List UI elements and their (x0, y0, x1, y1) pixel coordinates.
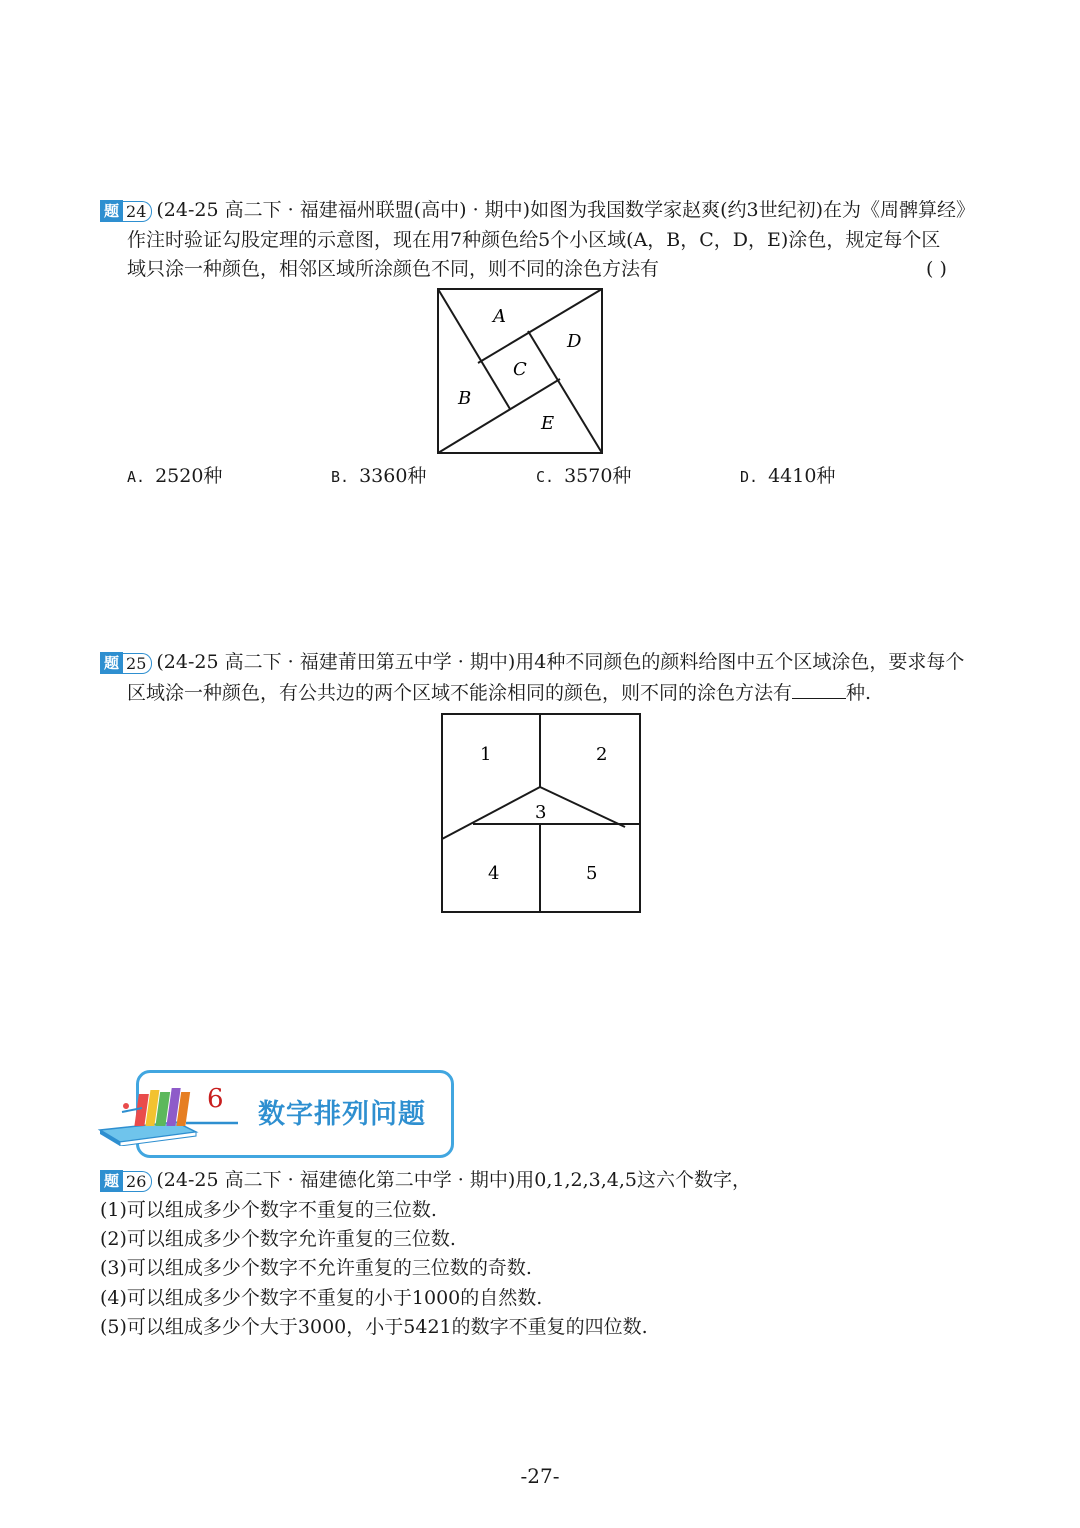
q26-item-5: (5)可以组成多少个大于3000，小于5421的数字不重复的四位数. (100, 1316, 648, 1338)
q24-option-c[interactable]: C. 3570种 (536, 465, 632, 487)
q24-tag: 题 24 (100, 200, 152, 222)
q26-item-4: (4)可以组成多少个数字不重复的小于1000的自然数. (100, 1287, 543, 1309)
books-icon (96, 1086, 206, 1146)
q24-option-b[interactable]: B. 3360种 (331, 465, 427, 487)
page-number: -27- (520, 1464, 560, 1488)
q25-answer-blank[interactable] (792, 678, 846, 699)
q25-region-label-5: 5 (586, 863, 598, 884)
q24-zhao-shuang-figure (436, 287, 604, 455)
q25-tag: 题 25 (100, 652, 152, 674)
q24-region-label-d: D (567, 331, 582, 352)
q25-region-label-2: 2 (596, 744, 608, 765)
q25-region-label-1: 1 (480, 744, 492, 765)
q26-item-3: (3)可以组成多少个数字不允许重复的三位数的奇数. (100, 1257, 532, 1279)
q25-region-label-3: 3 (535, 802, 547, 823)
q26-tag: 题 26 (100, 1170, 152, 1192)
q24-text-line3: 域只涂一种颜色，相邻区域所涂颜色不同，则不同的涂色方法有 (127, 258, 660, 280)
q26-item-1: (1)可以组成多少个数字不重复的三位数. (100, 1199, 437, 1221)
q26-line1 (100, 1166, 751, 1194)
q24-line1 (100, 196, 975, 224)
q24-text-line1: (24-25 高二下 · 福建福州联盟(高中) · 期中)如图为我国数学家赵爽(约3世纪初)在为《周髀算经》 (156, 199, 975, 221)
q25-line2: 区域涂一种颜色，有公共边的两个区域不能涂相同的颜色，则不同的涂色方法有 种. (127, 678, 871, 707)
q25-left-slant (442, 787, 540, 839)
q24-region-label-b: B (458, 388, 472, 409)
q25-line1 (100, 648, 964, 676)
q25-region-figure (440, 712, 642, 914)
q25-right-slant (540, 787, 625, 827)
q24-region-label-e: E (541, 413, 555, 434)
section-title: 数字排列问题 (258, 1099, 426, 1130)
q24-region-label-c: C (513, 359, 527, 380)
q25-region-label-4: 4 (488, 863, 500, 884)
q24-option-d[interactable]: D. 4410种 (740, 465, 836, 487)
q24-text-line2: 作注时验证勾股定理的示意图，现在用7种颜色给5个小区域(A，B，C，D，E)涂色，规定每个区 (127, 229, 941, 251)
q26-text-line1: (24-25 高二下 · 福建德化第二中学 · 期中)用0,1,2,3,4,5这六个数字， (156, 1169, 751, 1191)
q24-region-label-a: A (493, 306, 506, 327)
q24-answer-bracket: ( ) (926, 258, 947, 280)
q24-option-a[interactable]: A. 2520种 (127, 465, 223, 487)
section-number: 6 (207, 1084, 224, 1114)
q25-text-line1: (24-25 高二下 · 福建莆田第五中学 · 期中)用4种不同颜色的颜料给图中五个区域涂色，要求每个 (156, 651, 965, 673)
section-number-underline (186, 1120, 238, 1126)
q26-item-2: (2)可以组成多少个数字允许重复的三位数. (100, 1228, 456, 1250)
